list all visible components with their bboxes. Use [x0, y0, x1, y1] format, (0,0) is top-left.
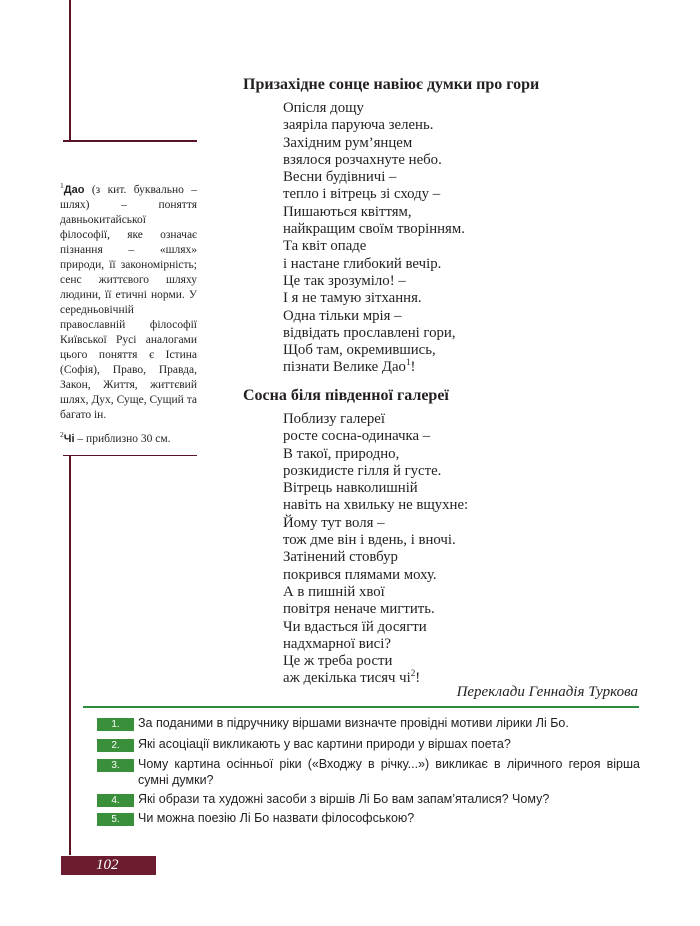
footnote-ref-1: 1 — [405, 357, 411, 368]
poem-line: В такої, природно, — [283, 445, 400, 462]
poem-line: надхмарної висі? — [283, 635, 391, 652]
poem-line: росте сосна-одиначка – — [283, 428, 431, 445]
poem-line: заяріла паруюча зелень. — [283, 117, 434, 134]
poem-line: Опісля дощу — [283, 100, 364, 116]
question-number-badge: 2. — [97, 739, 134, 752]
sidebar-footnotes — [60, 178, 197, 447]
footnote-divider-bottom — [63, 455, 197, 456]
footnote-divider-top — [63, 140, 197, 142]
poem-line: Західним рум’янцем — [283, 134, 413, 151]
poem-line: покрився плямами моху. — [283, 566, 437, 583]
poem-line: найкращим своїм творінням. — [283, 221, 465, 238]
question-text: Чи можна поезію Лі Бо назвати філософською? — [138, 811, 415, 825]
poem-line: Затінений стовбур — [283, 549, 398, 566]
poem-sunset — [283, 100, 523, 377]
poem-line: Щоб там, окремившись, — [283, 342, 436, 359]
poem-line: повітря неначе мигтить. — [283, 601, 435, 618]
poem-line: Та квіт опаде — [283, 238, 367, 255]
poem-line: Одна тільки мрія – — [283, 307, 402, 324]
poem-line: І я не тамую зітхання. — [283, 290, 422, 307]
poem-line: Чи вдасться їй досягти — [283, 618, 427, 635]
poem-line: тепло і вітрець зі сходу – — [283, 186, 441, 203]
poem-line: тож дме він і вдень, і вночі. — [283, 532, 456, 549]
margin-rule-bottom — [69, 455, 71, 855]
poem-line: навіть на хвильку не вщухне: — [283, 497, 469, 514]
poem-line: Весни будівничі – — [283, 169, 397, 186]
footnote-chi: $^2$Чі – приблизно 30 см. — [60, 429, 171, 445]
poem-title-sunset: Призахідне сонце навіює думки про гори — [243, 76, 540, 93]
poem-line: і настане глибокий вечір. — [283, 255, 442, 272]
poem-line: відвідать прославлені гори, — [283, 324, 456, 341]
questions-divider — [83, 706, 639, 708]
poem-line: розкидисте гілля й густе. — [283, 462, 442, 479]
question-text: Чому картина осінньої ріки («Входжу в річку...») викликає в ліричного героя вірша сумні думки? — [138, 757, 640, 787]
poem-line: Пишаються квіттям, — [283, 203, 412, 220]
question-text: За поданими в підручнику віршами визначте провідні мотиви лірики Лі Бо. — [138, 716, 569, 730]
page-number: 102 — [96, 857, 119, 873]
poem-line: А в пишній хвої — [283, 583, 385, 600]
footnote-dao: $^1$Дао (з кит. буквально – шлях) – поняття давньокитайської філософії, яке означає пізнання – «шлях» природи, її закономірність; сенс життєвого шляху людини, її етичні норми. У середньовічній православній філософії Київської Русі аналогами цього поняття є Істина (Софія), Право, Правда, Закон, Життя, життєвий шлях, Дух, Суще, Сущий та багато ін. — [60, 181, 197, 421]
translator-credit: Переклади Геннадія Туркова — [456, 684, 638, 700]
question-number-badge: 4. — [97, 794, 134, 807]
poem-pine — [283, 411, 523, 688]
poem-line: Поблизу галереї — [283, 411, 385, 427]
poem-line-last: пізнати Велике Дао$^1$! — [283, 357, 416, 376]
poem-line: Це так зрозуміло! – — [283, 272, 406, 289]
margin-rule-top — [69, 0, 71, 140]
question-number-badge: 5. — [97, 813, 134, 826]
poem-title-pine: Сосна біля південної галереї — [243, 387, 449, 404]
poem-line: взялося розчахнуте небо. — [283, 151, 442, 168]
poem-line: Вітрець навколишній — [283, 480, 418, 497]
footnote-ref-2: 2 — [410, 668, 416, 679]
question-number-badge: 3. — [97, 759, 134, 772]
poem-line-last: аж декілька тисяч $чі^2$! — [283, 668, 421, 687]
question-text: Які асоціації викликають у вас картини природи у віршах поета? — [138, 737, 511, 751]
question-text: Які образи та художні засоби з віршів Лі Бо вам запам’яталися? Чому? — [138, 792, 550, 806]
poem-line: Це ж треба рости — [283, 653, 393, 670]
poem-line: Йому тут воля – — [283, 514, 385, 531]
question-number-badge: 1. — [97, 718, 134, 731]
